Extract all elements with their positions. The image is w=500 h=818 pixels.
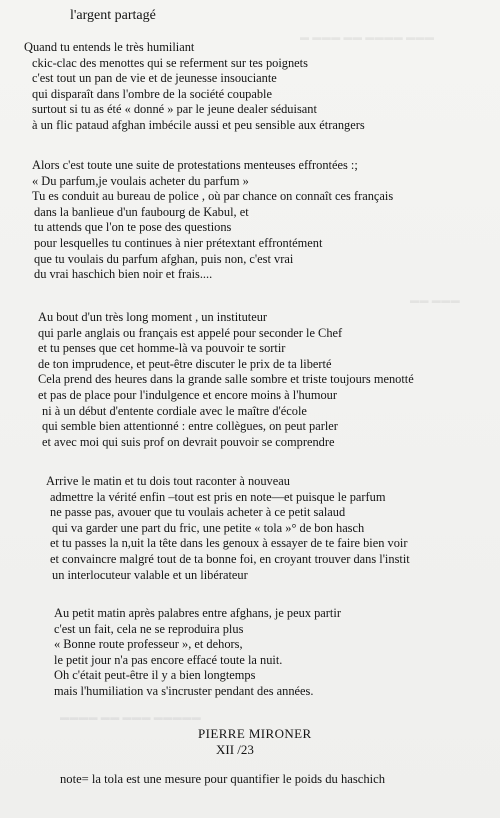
poem-line: un interlocuteur valable et un libérateur bbox=[52, 567, 248, 582]
poem-line: Arrive le matin et tu dois tout raconter à nouveau bbox=[46, 474, 290, 488]
poem-line: qui disparaît dans l'ombre de la société coupable bbox=[32, 86, 272, 101]
bleed-through-text: ▬ ▬▬▬ ▬▬ ▬▬▬▬ ▬▬▬ bbox=[300, 32, 435, 42]
footnote: note= la tola est une mesure pour quantifier le poids du haschich bbox=[60, 772, 386, 786]
poem-line: et tu penses que cet homme-là va pouvoir te sortir bbox=[38, 341, 286, 356]
poem-line: qui va garder une part du fric, une petite « tola »° de bon hasch bbox=[52, 520, 365, 535]
poem-line: pour lesquelles tu continues à nier prétextant effrontément bbox=[34, 235, 323, 250]
poem-line: de ton imprudence, et peut-être discuter le prix de ta liberté bbox=[38, 356, 332, 371]
poem-line: tu attends que l'on te pose des questions bbox=[34, 220, 232, 235]
poem-line: et pas de place pour l'indulgence et encore moins à l'humour bbox=[38, 387, 337, 402]
poem-line: c'est un fait, cela ne se reproduira plus bbox=[54, 621, 244, 636]
stanza-5 bbox=[54, 606, 341, 700]
poem-line: à un flic pataud afghan imbécile aussi et peu sensible aux étrangers bbox=[32, 117, 365, 132]
poem-line: le petit jour n'a pas encore effacé toute la nuit. bbox=[54, 652, 283, 667]
poem-line: du vrai haschich bien noir et frais.... bbox=[34, 267, 213, 282]
stanza-1 bbox=[24, 40, 365, 134]
bleed-through-text: ▬▬▬▬ ▬▬ ▬▬▬ ▬▬▬▬▬ bbox=[60, 712, 202, 722]
poem-line: Quand tu entends le très humiliant bbox=[24, 40, 195, 54]
poem-line: et tu passes la n,uit la tête dans les genoux à essayer de te faire bien voir bbox=[50, 536, 408, 551]
signature-block bbox=[198, 726, 312, 758]
poem-line: qui semble bien attentionné : entre collègues, on peut parler bbox=[42, 419, 338, 434]
poem-line: « Bonne route professeur », et dehors, bbox=[54, 637, 243, 652]
poem-line: ckic-clac des menottes qui se referment sur tes poignets bbox=[32, 55, 308, 70]
poem-line: Oh c'était peut-être il y a bien longtemps bbox=[54, 668, 256, 683]
poem-line: Au bout d'un très long moment , un instituteur bbox=[38, 310, 268, 324]
poem-line: et convaincre malgré tout de ta bonne foi, en croyant trouver dans l'instit bbox=[50, 551, 410, 566]
poem-line: c'est tout un pan de vie et de jeunesse insouciante bbox=[32, 71, 277, 86]
poem-line: Alors c'est toute une suite de protestations menteuses effrontées :; bbox=[32, 158, 358, 172]
poem-line: mais l'humiliation va s'incruster pendant des années. bbox=[54, 683, 314, 698]
stanza-2 bbox=[24, 158, 393, 283]
poem-line: Cela prend des heures dans la grande salle sombre et triste toujours menotté bbox=[38, 372, 414, 387]
poem-line: « Du parfum,je voulais acheter du parfum » bbox=[32, 173, 249, 188]
poem-line: ni à un début d'entente cordiale avec le maître d'école bbox=[42, 403, 307, 418]
poem-line: Au petit matin après palabres entre afghans, je peux partir bbox=[54, 606, 341, 620]
poem-line: qui parle anglais ou français est appelé pour seconder le Chef bbox=[38, 325, 343, 340]
poem-line: surtout si tu as été « donné » par le jeune dealer séduisant bbox=[32, 102, 317, 117]
poem-title: l'argent partagé bbox=[70, 8, 156, 23]
poem-date: XII /23 bbox=[216, 742, 254, 757]
stanza-4 bbox=[46, 474, 410, 583]
stanza-3 bbox=[38, 310, 414, 450]
poem-line: Tu es conduit au bureau de police , où par chance on connaît ces français bbox=[32, 189, 394, 204]
poem-line: et avec moi qui suis prof on devrait pouvoir se comprendre bbox=[42, 434, 335, 449]
poem-line: admettre la vérité enfin –tout est pris en note—et puisque le parfum bbox=[50, 489, 386, 504]
author-name: PIERRE MIRONER bbox=[198, 726, 312, 741]
poem-line: dans la banlieue d'un faubourg de Kabul, et bbox=[34, 204, 249, 219]
poem-line: ne passe pas, avouer que tu voulais acheter à ce petit salaud bbox=[50, 505, 346, 520]
poem-line: que tu voulais du parfum afghan, puis non, c'est vrai bbox=[34, 251, 294, 266]
bleed-through-text: ▬▬ ▬▬▬ bbox=[410, 295, 461, 305]
